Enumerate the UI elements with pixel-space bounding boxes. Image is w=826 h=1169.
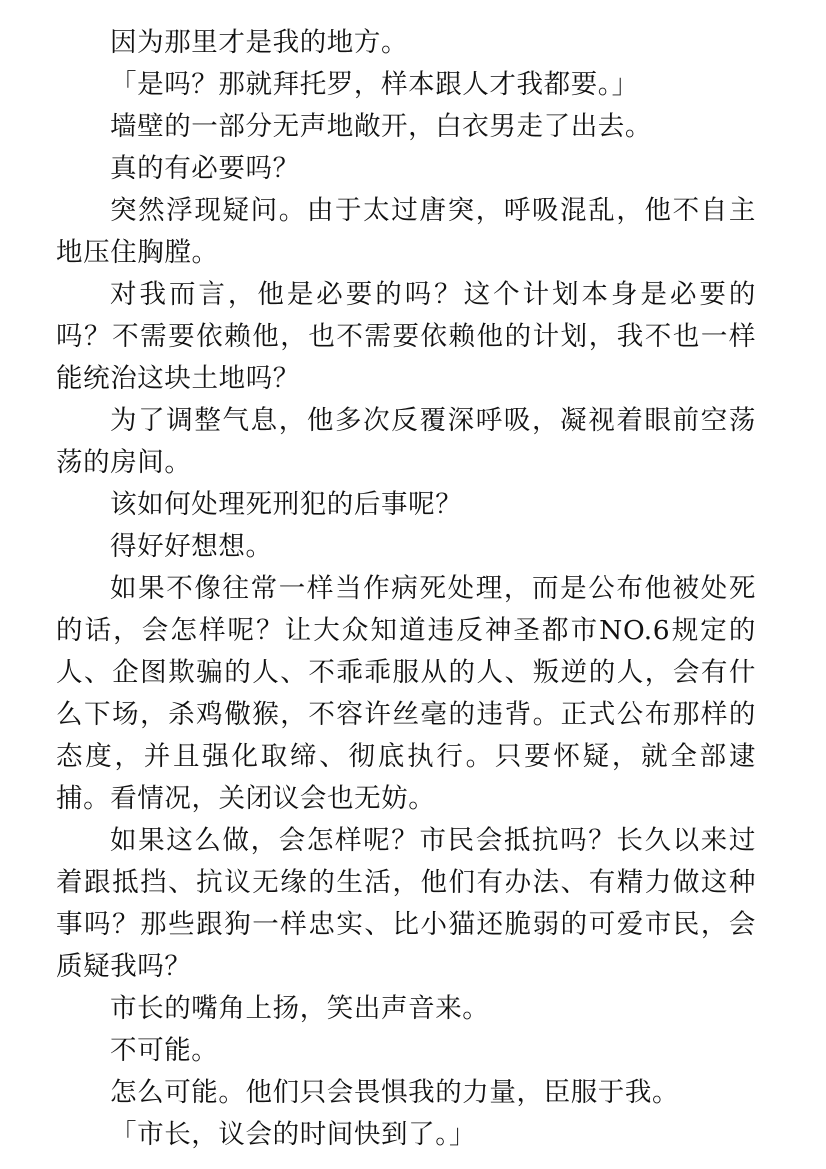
paragraph-10: 如果不像往常一样当作病死处理，而是公布他被处死的话，会怎样呢？让大众知道违反神圣都市NO.6规定的人、企图欺骗的人、不乖乖服从的人、叛逆的人，会有什么下场，杀鸡儆猴，不容许丝毫的违背。正式公布那样的态度，并且强化取缔、彻底执行。只要怀疑，就全部逮捕。看情况，关闭议会也无妨。 xyxy=(56,573,756,814)
paragraph-1: 因为那里才是我的地方。 xyxy=(110,27,409,58)
paragraph-12: 市长的嘴角上扬，笑出声音来。 xyxy=(110,993,490,1024)
paragraph-13: 不可能。 xyxy=(110,1035,219,1066)
paragraph-8: 该如何处理死刑犯的后事呢？ xyxy=(110,489,463,520)
paragraph-15: 「市长，议会的时间快到了。」 xyxy=(110,1119,477,1150)
paragraph-7: 为了调整气息，他多次反覆深呼吸，凝视着眼前空荡荡的房间。 xyxy=(56,405,756,478)
paragraph-2: 「是吗？那就拜托罗，样本跟人才我都要。」 xyxy=(110,69,639,100)
paragraph-4: 真的有必要吗？ xyxy=(110,153,300,184)
paragraph-5: 突然浮现疑问。由于太过唐突，呼吸混乱，他不自主地压住胸膛。 xyxy=(56,195,756,268)
paragraph-9: 得好好想想。 xyxy=(110,531,273,562)
paragraph-6: 对我而言，他是必要的吗？这个计划本身是必要的吗？不需要依赖他，也不需要依赖他的计划，我不也一样能统治这块土地吗？ xyxy=(56,279,756,394)
paragraph-3: 墙壁的一部分无声地敞开，白衣男走了出去。 xyxy=(110,111,652,142)
paragraph-14: 怎么可能。他们只会畏惧我的力量，臣服于我。 xyxy=(110,1077,680,1108)
paragraph-11: 如果这么做，会怎样呢？市民会抵抗吗？长久以来过着跟抵挡、抗议无缘的生活，他们有办法、有精力做这种事吗？那些跟狗一样忠实、比小猫还脆弱的可爱市民，会质疑我吗？ xyxy=(56,825,756,982)
novel-page xyxy=(56,22,756,1156)
